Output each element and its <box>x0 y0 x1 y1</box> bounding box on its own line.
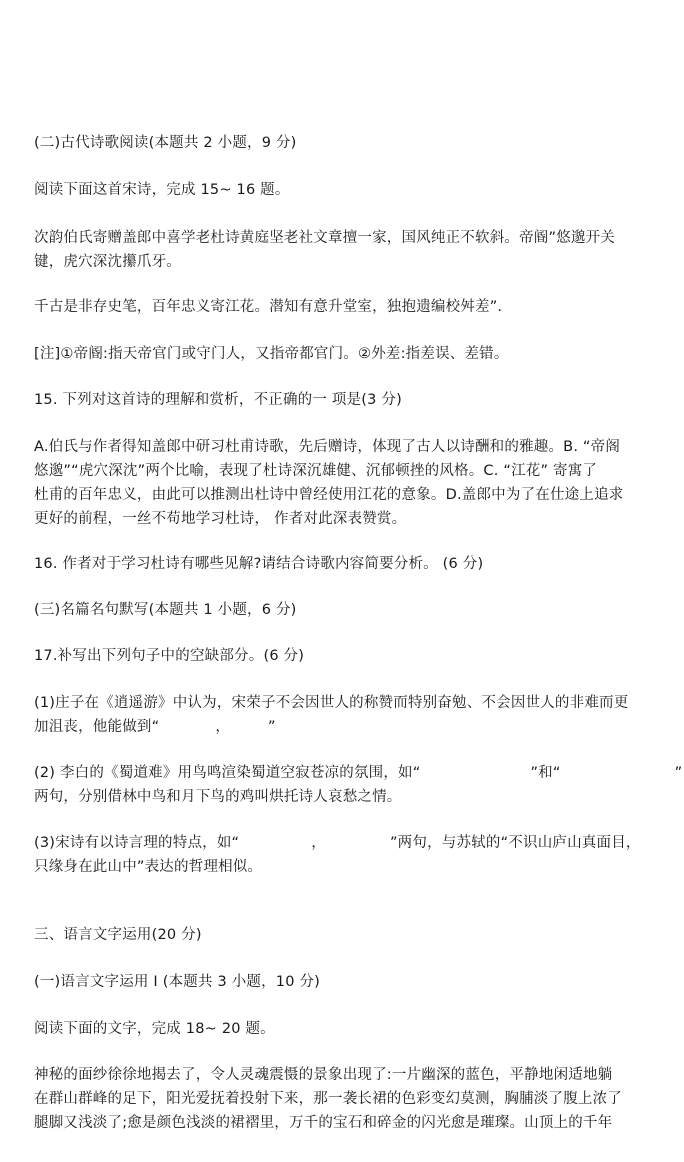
text-run: (2) 李白的《蜀道难》用鸟鸣渲染蜀道空寂苍凉的氛围，如“ <box>34 765 421 781</box>
question-17-3: 只缘身在此山中”表达的哲理相似。 <box>34 859 263 875</box>
section-header-language-i: (一)语言文字运用 I (本题共 3 小题，10 分) <box>34 974 321 990</box>
reading-instruction: 阅读下面这首宋诗，完成 15~ 16 题。 <box>34 182 290 198</box>
section-header-dictation: (三)名篇名句默写(本题共 1 小题，6 分) <box>34 602 297 618</box>
section-header-ancient-poetry: (二)古代诗歌阅读(本题共 2 小题，9 分) <box>34 135 297 151</box>
text-run: (3)宋诗有以诗言理的特点，如“ <box>34 835 240 851</box>
poem-note: [注]①帝阍:指天帝官门或守门人，又指帝都官门。②外差:指差误、差错。 <box>34 346 509 362</box>
text-run: ” <box>674 765 683 781</box>
text-run: ， <box>215 719 231 735</box>
text-run: 加沮丧，他能做到“ <box>34 719 160 735</box>
question-17-1 <box>34 717 658 737</box>
question-15-options: A.伯氏与作者得知盖郎中研习杜甫诗歌，先后赠诗，体现了古人以诗酬和的雅趣。B. “帝阁 <box>34 439 621 455</box>
question-15: 15. 下列对这首诗的理解和赏析，不正确的一 项是(3 分) <box>34 392 402 408</box>
question-15-options: 杜甫的百年忠义，由此可以推测出杜诗中曾经使用江花的意象。D.盖郎中为了在仕途上追求 <box>34 487 624 503</box>
question-15-options: 悠邈”“虎穴深沈”两个比喻，表现了杜诗深沉雄健、沉郁顿挫的风格。C. “江花” 寄寓了 <box>34 463 598 479</box>
passage-line: 在群山群峰的足下，阳光爱抚着投射下来，那一袭长裙的色彩变幻莫测，胸脯淡了腹上浓了 <box>34 1091 622 1107</box>
passage-line: 腿脚又浅淡了;愈是颜色浅淡的裙褶里，万千的宝石和碎金的闪光愈是璀璨。山顶上的千年 <box>34 1115 613 1131</box>
poem-line: 键，虎穴深沈攥爪牙。 <box>34 254 181 270</box>
question-17-3 <box>34 833 658 853</box>
question-17: 17.补写出下列句子中的空缺部分。(6 分) <box>34 648 305 664</box>
text-run: ”两句，与苏轼的“不识山庐山真面目， <box>389 835 641 851</box>
question-16: 16. 作者对于学习杜诗有哪些见解?请结合诗歌内容简要分析。 (6 分) <box>34 556 484 572</box>
part-header-language: 三、语言文字运用(20 分) <box>34 927 202 943</box>
text-run: ” <box>268 719 276 735</box>
question-17-2 <box>34 763 683 783</box>
passage-line: 神秘的面纱徐徐地揭去了，令人灵魂震慑的景象出现了:一片幽深的蓝色，平静地闲适地躺 <box>34 1067 613 1083</box>
text-run: ， <box>311 835 326 851</box>
question-15-options: 更好的前程，一丝不苟地学习杜诗， 作者对此深表赞赏。 <box>34 511 407 527</box>
poem-line: 次韵伯氏寄赠盖郎中喜学老杜诗黄庭坚老社文章擅一家，国风纯正不软斜。帝阍”悠邈开关 <box>34 230 616 246</box>
poem-line: 千古是非存史笔，百年忠义寄江花。潜知有意升堂室，独抱遗编校舛差”. <box>34 299 503 315</box>
reading-instruction: 阅读下面的文字，完成 18~ 20 题。 <box>34 1021 275 1037</box>
question-17-1: (1)庄子在《逍遥游》中认为，宋荣子不会因世人的称赞而特别奋勉、不会因世人的非难而更 <box>34 695 629 711</box>
text-run: ”和“ <box>530 765 561 781</box>
question-17-2: 两句，分别借林中鸟和月下鸟的鸡叫烘托诗人哀愁之情。 <box>34 789 402 805</box>
